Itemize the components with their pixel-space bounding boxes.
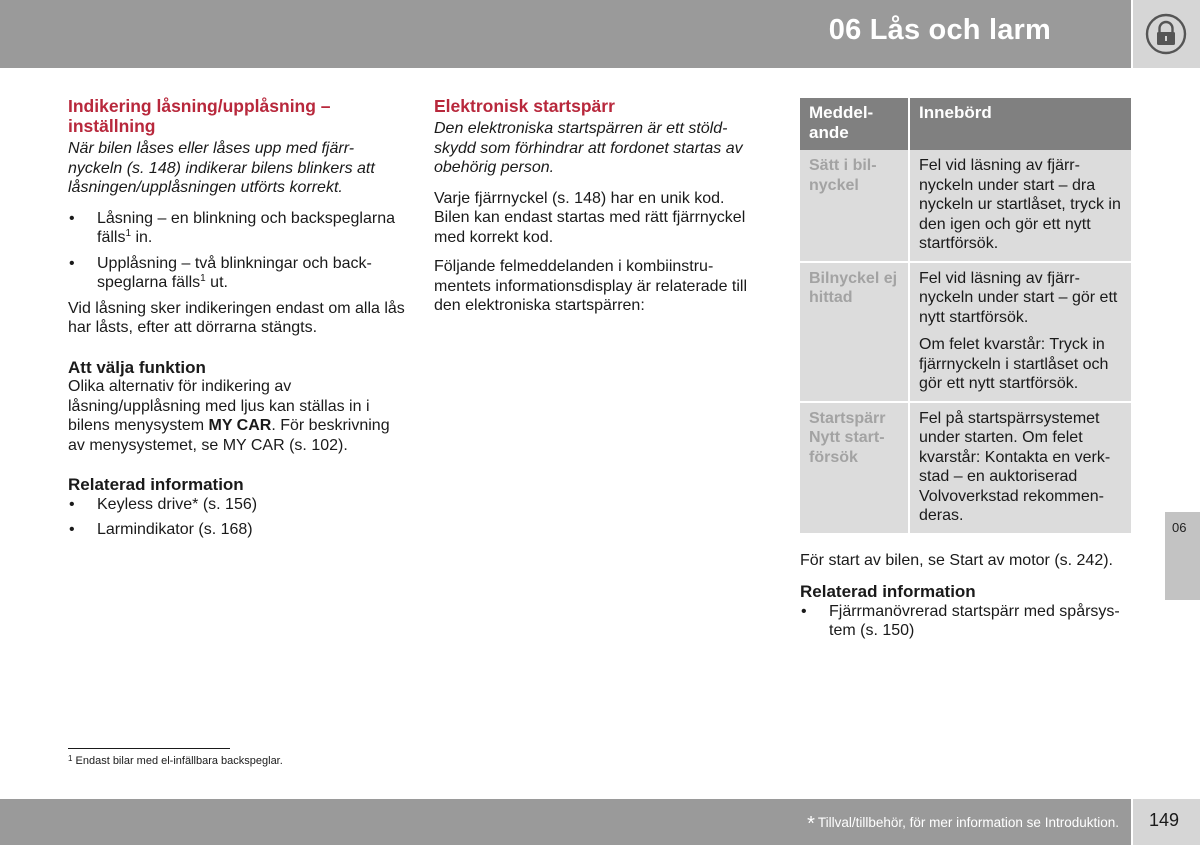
footnote-ref[interactable]: 1 <box>200 273 206 284</box>
body-paragraph: För start av bilen, se Start av motor (s. 242). <box>800 551 1113 569</box>
related-list <box>800 602 1131 641</box>
asterisk-marker: * <box>807 813 815 835</box>
chapter-title: 06 Lås och larm <box>828 14 1051 46</box>
chapter-side-tab[interactable]: 06 <box>1165 512 1200 600</box>
message-cell: Sätt i bil-nyckel <box>800 150 910 263</box>
column-header-message: Meddel-ande <box>800 98 910 150</box>
page-number: 149 <box>1149 810 1180 830</box>
menu-name: MY CAR <box>208 417 272 434</box>
padlock-icon <box>1145 13 1187 55</box>
related-link[interactable]: • Keyless drive* (s. 156) <box>68 495 408 515</box>
message-cell: Startspärr Nytt start-försök <box>800 403 910 535</box>
related-info-title: Relaterad information <box>68 475 244 494</box>
related-info-title: Relaterad information <box>800 582 976 601</box>
meaning-cell: Fel på startspärrsystemet under starten. Om felet kvarstår: Kontakta en verk-stad – en auktoriserad Volvoverkstad rekommen-deras. <box>910 403 1131 535</box>
table-header-row <box>800 98 1131 150</box>
section-title-indication: Indikering låsning/upplåsning – inställning <box>68 96 331 136</box>
related-list <box>68 495 408 540</box>
column-header-meaning: Innebörd <box>910 98 1131 150</box>
footnote-divider <box>68 748 230 749</box>
body-paragraph: Vid låsning sker indikeringen endast om alla lås har låsts, efter att dörrarna stängts. <box>68 299 405 336</box>
message-table <box>800 98 1131 535</box>
chapter-icon-box <box>1133 0 1200 68</box>
footer-note: * Tillval/tillbehör, för mer information se Introduktion. <box>807 813 1119 835</box>
body-paragraph: Varje fjärrnyckel (s. 148) har en unik kod. Bilen kan endast startas med rätt fjärrnyckel med korrekt kod. <box>434 189 746 246</box>
page-number-box <box>1133 799 1200 845</box>
footnote: $^1$ Endast bilar med el-infällbara backspeglar. <box>68 754 283 767</box>
meaning-cell: Fel vid läsning av fjärr-nyckeln under start – gör ett nytt startförsök. Om felet kvarstår: Tryck in fjärrnyckeln i startlåset och gör ett nytt startförsök. <box>910 263 1131 403</box>
column-right <box>800 98 1131 647</box>
section-title-immobilizer: Elektronisk startspärr <box>434 96 615 116</box>
header-bar <box>0 0 1131 68</box>
table-row <box>800 403 1131 535</box>
subheading-select-function: Att välja funktion <box>68 357 206 377</box>
footer-bar <box>0 799 1131 845</box>
lead-text: När bilen låses eller låses upp med fjärr-nyckeln (s. 148) indikerar bilens blinkers att låsningen/upplåsningen utförts korrekt. <box>68 140 375 196</box>
body-paragraph: Följande felmeddelanden i kombiinstru-mentets informationsdisplay är relaterade till den elektroniska startspärren: <box>434 258 748 314</box>
list-item: • Upplåsning – två blinkningar och back-speglarna fälls$^1$ ut. <box>68 254 408 293</box>
list-item: • Låsning – en blinkning och backspeglarna fälls$^1$ in. <box>68 209 408 248</box>
column-left <box>68 96 408 546</box>
message-cell: Bilnyckel ej hittad <box>800 263 910 403</box>
column-middle <box>434 96 764 326</box>
footnote-ref[interactable]: 1 <box>125 228 132 239</box>
lead-text: Den elektroniska startspärren är ett stöld-skydd som förhindrar att fordonet startas av obehörig person. <box>434 120 743 176</box>
related-link[interactable]: • Fjärrmanövrerad startspärr med spårsys-tem (s. 150) <box>800 602 1131 641</box>
related-link[interactable]: • Larmindikator (s. 168) <box>68 520 408 540</box>
table-row <box>800 263 1131 403</box>
meaning-cell: Fel vid läsning av fjärr-nyckeln under start – dra nyckeln ur startlåset, tryck in den igen och gör ett nytt startförsök. <box>910 150 1131 263</box>
body-paragraph: Olika alternativ för indikering av låsning/upplåsning med ljus kan ställas in i bilens menysystem MY CAR. För beskrivning av menysystemet, se MY CAR (s. 102). <box>68 378 390 454</box>
bullet-list <box>68 209 408 293</box>
table-row <box>800 150 1131 263</box>
